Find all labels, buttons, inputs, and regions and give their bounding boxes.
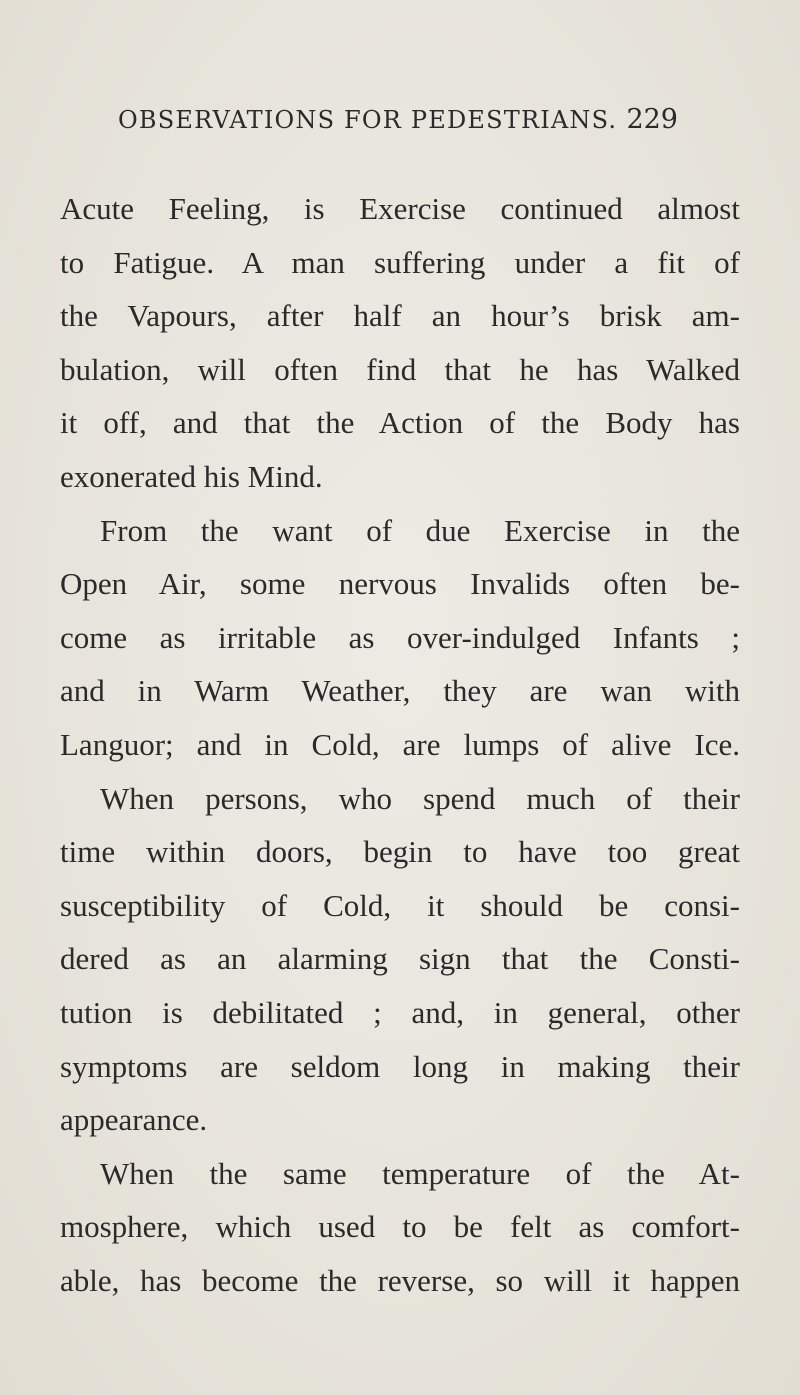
running-head-title: OBSERVATIONS FOR PEDESTRIANS. — [118, 106, 618, 134]
text-line: exonerated his Mind. — [60, 458, 323, 494]
text-line: come as irritable as over-indulged Infants ; — [60, 619, 740, 655]
text-line: From the want of due Exercise in the — [100, 512, 740, 548]
text-line: able, has become the reverse, so will it happen — [60, 1262, 740, 1298]
text-line: bulation, will often find that he has Walked — [60, 351, 740, 387]
text-line: Languor; and in Cold, are lumps of alive Ice. — [60, 726, 740, 762]
text-line: susceptibility of Cold, it should be consi- — [60, 887, 740, 923]
body-text — [60, 182, 740, 1307]
text-line: mosphere, which used to be felt as comfort- — [60, 1209, 740, 1245]
text-line: tution is debilitated ; and, in general, other — [60, 994, 740, 1030]
running-head — [118, 100, 678, 140]
text-line: it off, and that the Action of the Body has — [60, 405, 740, 441]
text-line: the Vapours, after half an hour’s brisk am- — [60, 298, 740, 334]
text-line: Open Air, some nervous Invalids often be- — [60, 566, 740, 602]
page-number: 229 — [626, 104, 678, 135]
text-line: symptoms are seldom long in making their — [60, 1048, 740, 1084]
text-line: Acute Feeling, is Exercise continued almost — [60, 191, 740, 226]
text-line: When persons, who spend much of their — [100, 780, 740, 816]
text-line: When the same temperature of the At- — [100, 1155, 740, 1191]
text-line: time within doors, begin to have too great — [60, 834, 740, 870]
text-line: dered as an alarming sign that the Consti- — [60, 941, 740, 977]
text-line: to Fatigue. A man suffering under a fit of — [60, 244, 740, 280]
text-line: and in Warm Weather, they are wan with — [60, 673, 740, 709]
text-line: appearance. — [60, 1102, 208, 1138]
